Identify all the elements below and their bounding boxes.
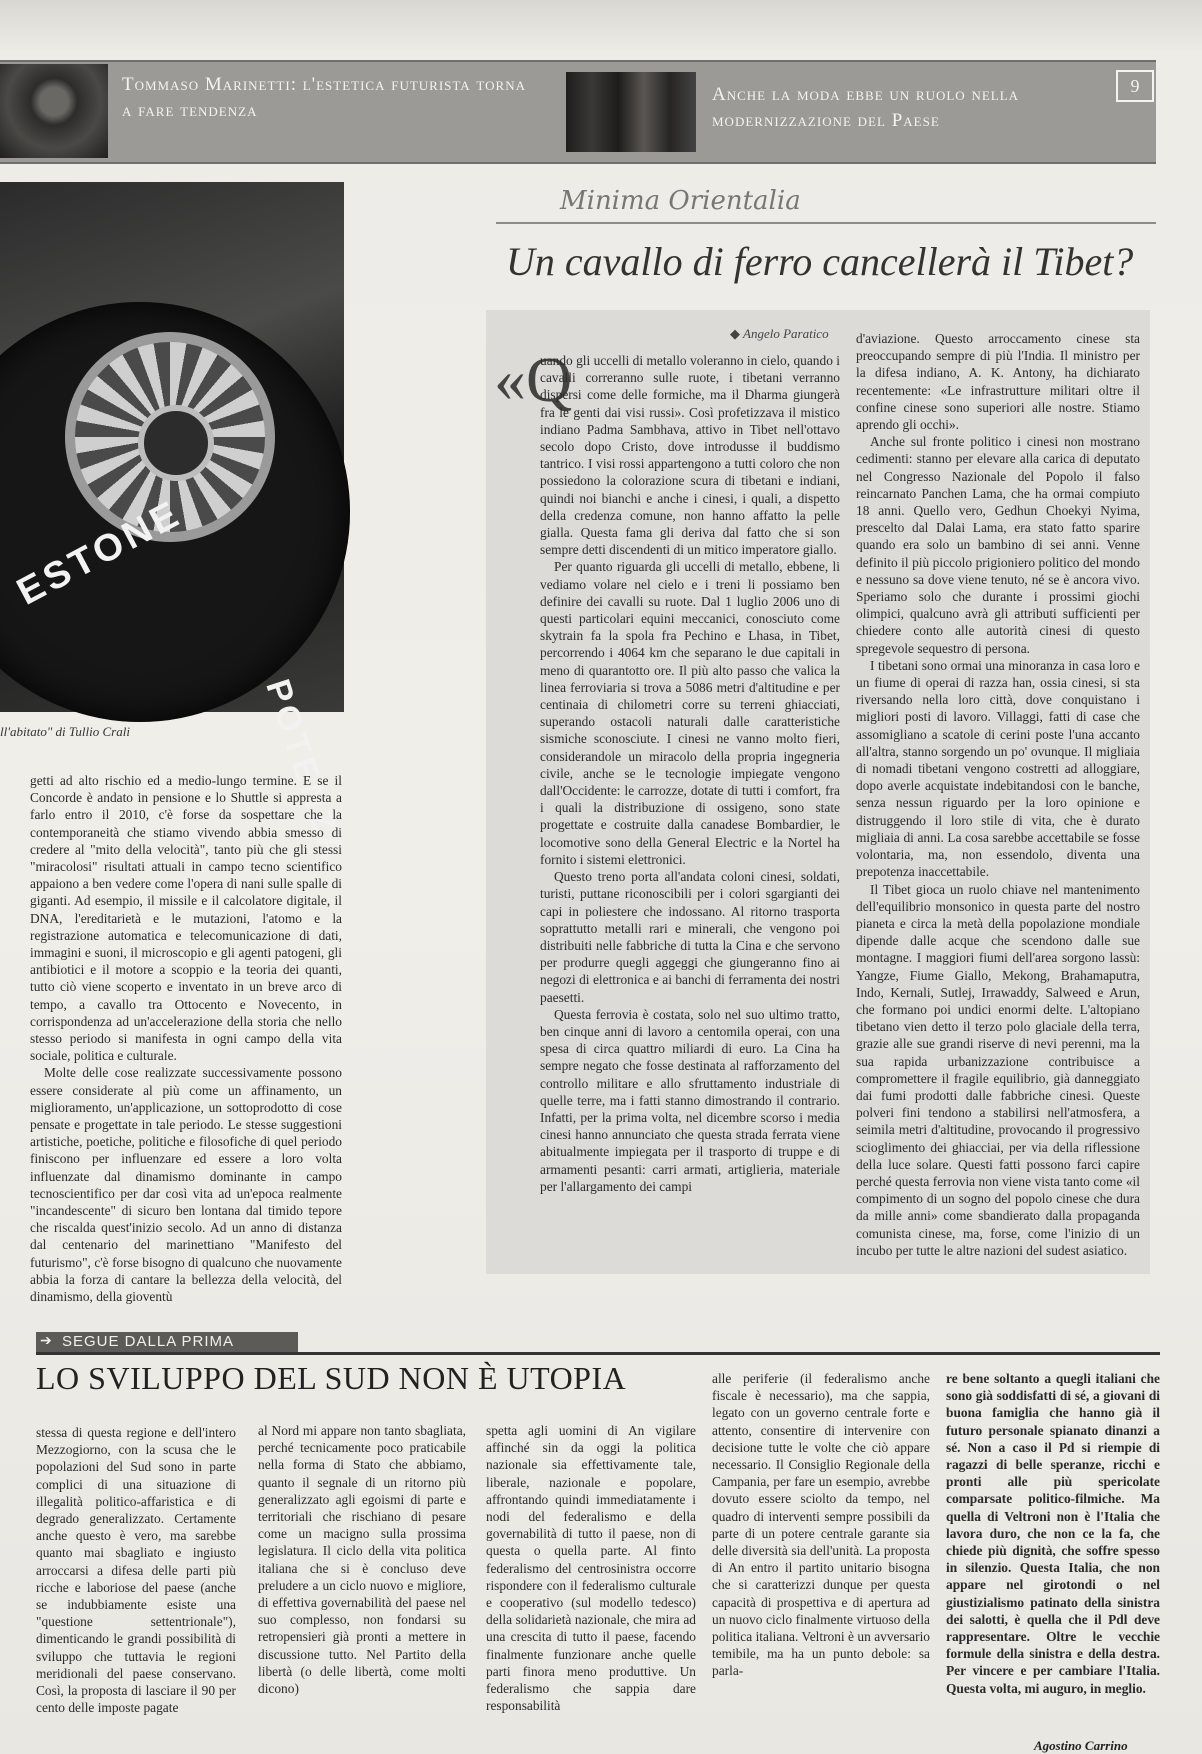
left-article-paragraph: Molte delle cose realizzate successivamente possono essere considerate al più come un affinamento, un miglioramento, un'applicazione, un sottoprodotto di cose pensate e progettate in tale periodo. Le stesse suggestioni artistiche, poetiche, politiche e filosofiche di quel periodo finiscono per influenzare ed essere a loro volta influenzate dal dinamismo dominante in campo tecnoscientifico per dar così vita ad un'epoca realmente "incandescente" di sicuro ben lontana dal timido tepore che riscalda quest'inizio secolo. Ad un anno di distanza dal centenario del marinettiano "Manifesto del futurismo", c'è forse bisogno di qualcuno che nuovamente abbia la forza di cantare la bellezza della velocità, del dinamismo, della gioventù — [30, 1065, 342, 1305]
article-byline: ◆ Angelo Paratico — [730, 326, 829, 341]
article-paragraph: uando gli uccelli di metallo voleranno in cielo, quando i cavalli correranno sulle ruote, i tibetani verranno dispersi come delle formiche, ma il Dharma giungerà fra le genti dai visi russi». Così profetizzava il mistico indiano Padma Sambhava, attivo in Tibet nell'ottavo secolo dopo Cristo, dove introdusse il buddismo tantrico. I visi rossi appartengono a tutti coloro che non possiedono la colorazione scura di tibetani e indiani, quindi noi bianchi e anche i cinesi, i quali, a dispetto della credenza comune, non hanno affatto la pelle gialla. Questa fama gli deriva dal fatto che si son sempre detti discendenti di un mitico imperatore giallo. — [540, 353, 840, 558]
bottom-paragraph: alle periferie (il federalismo anche fiscale è necessario), ma che sappia, legato con un governo centrale forte e attento, consentire di intervenire con decisione tutte le volte che ciò appare necessario. Il Consiglio Regionale della Campania, per fare un esempio, avrebbe dovuto essere sciolto da tempo, nel quadro di interventi sempre possibili da parte di un potere centrale garante sia delle diversità sia dell'unità. La proposta di An entro il partito unitario bisogna che si caratterizzi dunque per questa capacità di prospettiva e di apertura ad un nuovo ciclo finalmente virtuoso della politica italiana. Veltroni è un avversario temibile, ma ha un punto debole: sa parla- — [712, 1371, 930, 1679]
article-paragraph: Questa ferrovia è costata, solo nel suo ultimo tratto, ben cinque anni di lavoro a centomila operai, con una spesa di circa quattro miliardi di euro. La Cina ha sempre negato che fosse destinata al rafforzamento del controllo militare e allo sfruttamento industriale di quelle terre, ma i fatti stanno dimostrando il contrario. Infatti, per la prima volta, nel dicembre scorso i media cinesi hanno annunciato che questa strada ferrata viene abitualmente impiegata per il trasporto di truppe e di armamenti pesanti: carri armati, artiglieria, materiale per l'allargamento dei campi — [540, 1006, 840, 1194]
tyre-model-text: POTENZA — [258, 674, 354, 868]
banner-right-title[interactable]: Anche la moda ebbe un ruolo nella modernizzazione del Paese — [712, 84, 1020, 131]
bottom-column-2 — [258, 1422, 466, 1726]
bottom-headline: LO SVILUPPO DEL SUD NON È UTOPIA — [36, 1360, 627, 1396]
left-article-paragraph: getti ad alto rischio ed a medio-lungo termine. E se il Concorde è andato in pensione e lo Shuttle si appresta a farlo entro il 2010, c'è forse da sospettare che la contemporaneità che stiamo vivendo abbia smesso di credere al "mito della velocità", tanto più che gli stessi "miracolosi" risultati attuali in campo tecno scientifico appaiono a ben vedere come l'opera di nani sulle spalle di giganti. Ad esempio, il missile e il calcolatore digitale, il DNA, l'ereditarietà e le mutazioni, l'atomo e la registrazione automatica e telecomunicazione di dati, immagini e suoni, il microscopio e gli agenti patogeni, gli antibiotici e il motore a scoppio e la teoria dei quanti, tutto ciò viene scoperto e inventato in un breve arco di tempo, a cavallo tra Ottocento e Novecento, in corrispondenza ad un'accelerazione della storia che nello stesso periodo si manifesta in ogni campo della vita sociale, politica e culturale. — [30, 773, 342, 1064]
article-paragraph: d'aviazione. Questo arroccamento cinese sta preoccupando sempre di più l'India. Il ministro per la difesa indiano, A. K. Antony, ha dichiarato recentemente: «Le infrastrutture militari oltre il confine cinese sono superiori alle nostre. Stiamo aprendo gli occhi». — [856, 331, 1140, 433]
bottom-column-5 — [946, 1370, 1160, 1710]
marinetti-portrait-image — [0, 64, 108, 158]
header-banner — [0, 60, 1156, 164]
article-dropcap: «Q — [494, 344, 573, 415]
article-paragraph: Per quanto riguarda gli uccelli di metallo, ebbene, li vediamo volare nel cielo e i treni li possiamo ben definire dei cavalli su ruote. Dal 1 luglio 2006 uno di questi particolari equini meccanici, conosciuto come skytrain fa la spola fra Pechino e Lhasa, in Tibet, percorrendo i 4064 km che separano le due capitali in meno di quarantotto ore. Il più alto passo che valica la linea ferroviaria si trova a 5086 metri d'altitudine e per centinaia di chilometri corre su terreni ghiacciati, superando ostacoli naturali dalle caratteristiche sismiche sconosciute. I cinesi ne vanno molto fieri, considerandole un miracolo della propria ingegneria civile, anche se le tecnologie impiegate vengono dall'Occidente: le carrozze, dotate di tutti i comfort, fra i quali la distribuzione di ossigeno, sono state progettate e costruite dalla canadese Bombardier, le locomotive sono della General Electric e la Nortel ha fornito i sistemi elettronici. — [540, 559, 840, 867]
author-signature: Agostino Carrino — [1034, 1738, 1128, 1753]
column-label: Minima Orientalia — [560, 186, 801, 216]
bottom-paragraph: re bene soltanto a quegli italiani che sono già soddisfatti di sé, a giovani di buona famiglia che hanno già il futuro personale spianato dinanzi a sé. Non a caso il Pd si riempie di ragazzi di belle speranze, ricchi e pronti alle più spericolate comparsate politico-filmiche. Ma quella di Veltroni non è l'Italia che lavora duro, che non ce la fa, che chiede più dignità, che soffre spesso in silenzio. Questa Italia, che non appare nel girotondi o nel giustizialismo patinato della sinistra dei salotti, è quella che il Pdl deve rappresentare. Oltre le vecchie formule della sinistra e della destra. Per vincere e per cambiare l'Italia. Questa volta, mi auguro, in meglio. — [946, 1371, 1160, 1696]
article-paragraph: Il Tibet gioca un ruolo chiave nel mantenimento dell'equilibrio monsonico in questa parte del nostro pianeta e circa la metà della popolazione mondiale dipende dalle acque che scendono dalle sue montagne. I maggiori fiumi dell'area sorgono lassù: Yangze, Fiume Giallo, Mekong, Brahamaputra, Indo, Kernali, Sutlej, Irrawaddy, Salweed e Arun, che formano poi undici enormi delte. L'altopiano tibetano vien detto il terzo polo glaciale della terra, grazie alle sue grandi riserve di nevi perenni, ma la sua rapida urbanizzazione contribuisce a compromettere il fragile equilibrio, già danneggiato dai fumi prodotti dalle fabbriche cinesi. Queste polveri fini tendono a stabilirsi nell'atmosfera, a seimila metri d'altitudine, provocando il progressivo scioglimento dei ghiacciai, per via della riflessione della luce solare. Questi fatti possono farci capire perché questa ferrovia non viene vista tanto come «il compimento di un sogno del popolo cinese che dura da mille anni» come sbandierato dalla propaganda comunista cinese, ma, forse, come l'inizio di un incubo per tutte le altre nazioni del sudest asiatico. — [856, 881, 1140, 1258]
article-headline: Un cavallo di ferro cancellerà il Tibet? — [506, 239, 1134, 284]
photo-caption: ll'abitato" di Tullio Crali — [0, 724, 130, 739]
left-article-column — [30, 772, 342, 1305]
bottom-paragraph: al Nord mi appare non tanto sbagliata, perché tecnicamente poco praticabile nella forma di Stato che abbiamo, quanto il segnale di un ritorno più generalizzato agli egoismi di parte e territoriali che rischiano di pesare come un macigno sulla prossima legislatura. Il ciclo della vita politica italiana che si è concluso deve preludere a un ciclo nuovo e migliore, di effettiva governabilità del paese nel suo complesso, non fondarsi su retropensieri già pronti a mettere in discussione tutto. Nel Partito della libertà (o delle libertà, come molti dicono) — [258, 1423, 466, 1697]
tyre-brand-text: ESTONE — [10, 492, 189, 614]
bottom-column-1 — [36, 1424, 236, 1724]
bottom-column-3 — [486, 1422, 696, 1726]
article-paragraph: Questo treno porta all'andata coloni cinesi, soldati, turisti, puttane riconoscibili per i colori sgargianti dei capi in poliestere che indossano. Al ritorno trasporta soprattutto metalli rari e minerali, che vengono poi distribuiti nelle fabbriche di tutta la Cina e che servono per produrre quegli aggeggi che giungeranno fino ai negozi di elettronica e ai banchi di ferramenta dei nostri paesetti. — [540, 869, 840, 1005]
article-paragraph: I tibetani sono ormai una minoranza in casa loro e un fiume di operai di razza han, ossia cinesi, si sta riversando nella loro città, dove conquistano i migliori posti di lavoro. Villaggi, fatti di case che assomigliano a scatole di cerini poste l'una accanto all'altra, stanno sorgendo un po' ovunque. Il migliaia di nomadi tibetani vengono costretti ad alloggiare, dopo averle acquistate indebitandosi con le banche, senza nessun riguardo per la loro opinione e distruggendo il loro stile di vita, che è durato migliaia di anni. La cosa sarebbe accettabile se fosse volontaria, ma, non essendolo, diventa una prepotenza inaccettabile. — [856, 657, 1140, 880]
wheel-hub — [138, 405, 214, 481]
fashion-photo-image — [566, 72, 696, 152]
article-column-2 — [856, 330, 1140, 1262]
article-paragraph: Anche sul fronte politico i cinesi non mostrano cedimenti: stanno per elevare alla carica di deputato nel Congresso Nazionale del Popolo il falso reincarnato Panchen Lama, che ha ormai compiuto 18 anni. Quello vero, Gedhun Choekyi Nyima, prescelto dal Dalai Lama, era stato fatto sparire quando era solo un bambino di sei anni. Venne definito il più piccolo prigioniero politico del mondo e nessuno sa dove viene tenuto, né se è ancora vivo. Speriamo solo che durante i prossimi giochi olimpici, qualcuno avrà gli attributi sufficienti per chiedere conto alle autorità cinesi di questo spregevole sequestro di persona. — [856, 434, 1140, 656]
section-label: SEGUE DALLA PRIMA — [36, 1332, 298, 1352]
bottom-paragraph: stessa di questa regione e dell'intero Mezzogiorno, con la scusa che le popolazioni del Sud sono in parte complici di una situazione di illegalità politico-affaristica e di degrado generalizzato. Certamente anche questo è vero, ma sarebbe quanto mai sbagliato e ingiusto arroccarsi a difesa delle parti più ricche e laboriose del paese (anche se indubbiamente esiste una "questione settentrionale"), dimenticando le grandi possibilità di sviluppo che tuttavia le regioni meridionali del paese conservano. Così, la proposta di lasciare il 90 per cento delle imposte pagate — [36, 1425, 236, 1716]
arrow-right-icon: ➔ — [40, 1334, 52, 1349]
headline-rule — [496, 222, 1156, 224]
bottom-column-4 — [712, 1370, 930, 1732]
bottom-paragraph: spetta agli uomini di An vigilare affinché sin da oggi la politica nazionale sia effettivamente tale, liberale, nazionale e popolare, affrontando quindi immediatamente i nodi del federalismo e della governabilità di tutto il paese, non di questa o quella parte. Al finto federalismo del centrosinistra occorre rispondere con il federalismo culturale e cooperativo (sul modello tedesco) della solidarietà nazionale, che mira ad una crescita di tutto il paese, facendo finalmente funzionare anche quelle parti finora meno produttive. Un federalismo che sappia dare responsabilità — [486, 1423, 696, 1714]
article-column-1 — [540, 352, 840, 1262]
banner-left-title[interactable]: Tommaso Marinetti: l'estetica futurista torna a fare tendenza — [122, 74, 526, 121]
page-number: 9 — [1116, 70, 1154, 102]
